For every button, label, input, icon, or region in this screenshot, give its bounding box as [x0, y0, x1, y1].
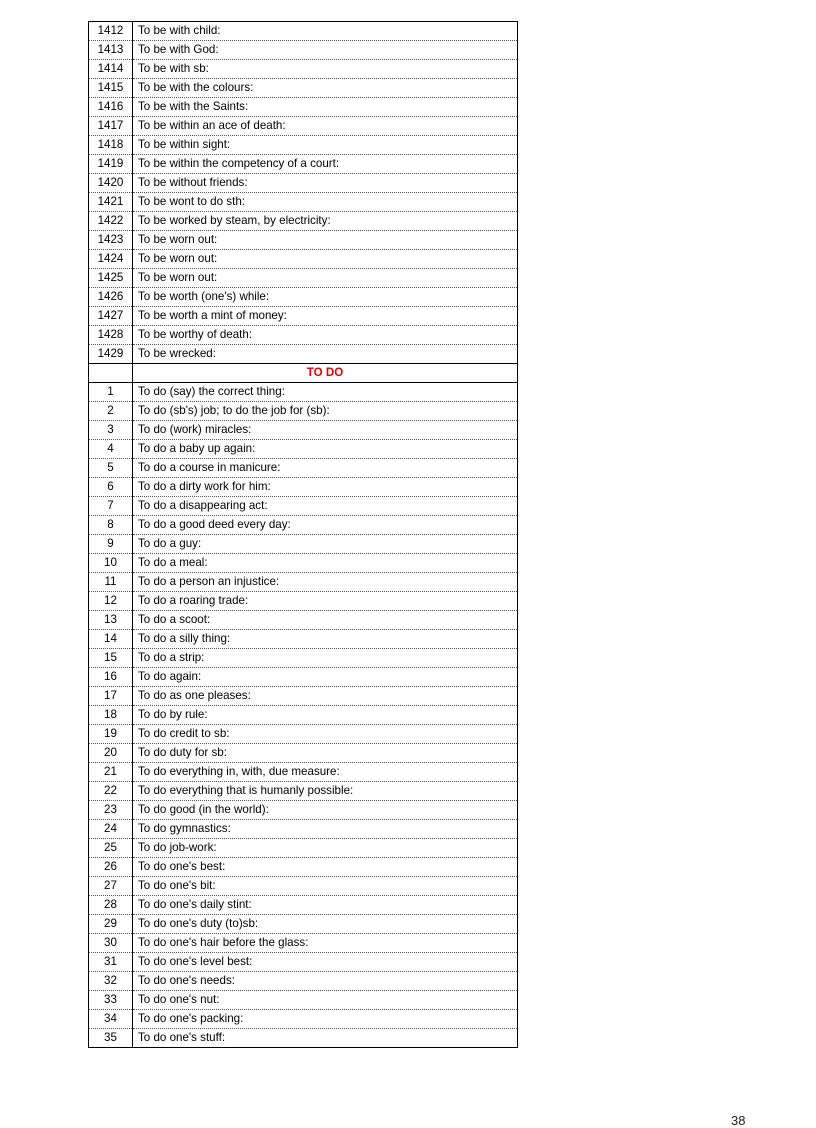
section-heading-row: [89, 364, 518, 383]
entry-number: 23: [89, 801, 133, 820]
entry-number: 31: [89, 953, 133, 972]
entry-phrase: To be worn out:: [133, 250, 518, 269]
table-row: [89, 212, 518, 231]
table-row: [89, 98, 518, 117]
entry-number: 13: [89, 611, 133, 630]
entry-phrase: To do everything that is humanly possible:: [133, 782, 518, 801]
entry-number: 4: [89, 440, 133, 459]
entry-phrase: To do one's packing:: [133, 1010, 518, 1029]
entry-phrase: To do one's nut:: [133, 991, 518, 1010]
entry-number: 1426: [89, 288, 133, 307]
entry-phrase: To be without friends:: [133, 174, 518, 193]
entry-phrase: To do good (in the world):: [133, 801, 518, 820]
entry-phrase: To be with sb:: [133, 60, 518, 79]
entry-phrase: To do one's stuff:: [133, 1029, 518, 1048]
table-row: [89, 516, 518, 535]
entry-number: 15: [89, 649, 133, 668]
entry-phrase: To be worn out:: [133, 269, 518, 288]
entry-phrase: To do gymnastics:: [133, 820, 518, 839]
table-row: [89, 706, 518, 725]
table-row: [89, 421, 518, 440]
table-row: [89, 839, 518, 858]
table-row: [89, 478, 518, 497]
entry-number: 17: [89, 687, 133, 706]
entry-phrase: To do one's hair before the glass:: [133, 934, 518, 953]
table-row: [89, 915, 518, 934]
table-row: [89, 972, 518, 991]
table-row: [89, 896, 518, 915]
entry-number: 1: [89, 383, 133, 402]
entry-phrase: To be worked by steam, by electricity:: [133, 212, 518, 231]
table-row: [89, 250, 518, 269]
entry-number: 21: [89, 763, 133, 782]
entry-number: 1416: [89, 98, 133, 117]
entry-phrase: To do (sb's) job; to do the job for (sb):: [133, 402, 518, 421]
section-heading-number-cell: [89, 364, 133, 383]
table-row: [89, 345, 518, 364]
entry-number: 11: [89, 573, 133, 592]
table-row: [89, 725, 518, 744]
entry-number: 1424: [89, 250, 133, 269]
entry-number: 1417: [89, 117, 133, 136]
entry-phrase: To be wont to do sth:: [133, 193, 518, 212]
table-row: [89, 649, 518, 668]
entry-phrase: To do as one pleases:: [133, 687, 518, 706]
phrase-table: [88, 21, 518, 1048]
table-row: [89, 497, 518, 516]
entry-phrase: To do a silly thing:: [133, 630, 518, 649]
table-row: [89, 60, 518, 79]
entry-number: 19: [89, 725, 133, 744]
table-row: [89, 288, 518, 307]
entry-number: 1415: [89, 79, 133, 98]
entry-number: 1418: [89, 136, 133, 155]
entry-number: 10: [89, 554, 133, 573]
entry-number: 1425: [89, 269, 133, 288]
entry-phrase: To do a good deed every day:: [133, 516, 518, 535]
entry-number: 27: [89, 877, 133, 896]
table-row: [89, 440, 518, 459]
entry-phrase: To do a person an injustice:: [133, 573, 518, 592]
table-row: [89, 554, 518, 573]
entry-number: 1412: [89, 22, 133, 41]
table-row: [89, 953, 518, 972]
entry-phrase: To do a guy:: [133, 535, 518, 554]
entry-phrase: To be worth (one's) while:: [133, 288, 518, 307]
table-row: [89, 782, 518, 801]
entry-phrase: To do a dirty work for him:: [133, 478, 518, 497]
table-row: [89, 592, 518, 611]
table-row: [89, 1010, 518, 1029]
entry-phrase: To do one's duty (to)sb:: [133, 915, 518, 934]
entry-phrase: To do a meal:: [133, 554, 518, 573]
entry-phrase: To do duty for sb:: [133, 744, 518, 763]
entry-number: 3: [89, 421, 133, 440]
entry-number: 1428: [89, 326, 133, 345]
entry-number: 25: [89, 839, 133, 858]
entry-number: 1419: [89, 155, 133, 174]
entry-number: 6: [89, 478, 133, 497]
table-row: [89, 402, 518, 421]
entry-phrase: To do one's daily stint:: [133, 896, 518, 915]
table-row: [89, 611, 518, 630]
entry-phrase: To do job-work:: [133, 839, 518, 858]
entry-number: 1421: [89, 193, 133, 212]
table-row: [89, 41, 518, 60]
entry-phrase: To do again:: [133, 668, 518, 687]
entry-phrase: To do a scoot:: [133, 611, 518, 630]
entry-number: 29: [89, 915, 133, 934]
table-row: [89, 535, 518, 554]
table-row: [89, 383, 518, 402]
entry-number: 1429: [89, 345, 133, 364]
table-row: [89, 155, 518, 174]
entry-phrase: To be with God:: [133, 41, 518, 60]
entry-phrase: To do one's bit:: [133, 877, 518, 896]
entry-phrase: To do one's best:: [133, 858, 518, 877]
entry-phrase: To do one's needs:: [133, 972, 518, 991]
entry-number: 12: [89, 592, 133, 611]
entry-number: 16: [89, 668, 133, 687]
entry-number: 26: [89, 858, 133, 877]
entry-phrase: To be with the colours:: [133, 79, 518, 98]
table-row: [89, 79, 518, 98]
table-row: [89, 193, 518, 212]
entry-phrase: To be with child:: [133, 22, 518, 41]
entry-number: 1414: [89, 60, 133, 79]
entry-number: 32: [89, 972, 133, 991]
table-row: [89, 22, 518, 41]
entry-number: 30: [89, 934, 133, 953]
table-row: [89, 174, 518, 193]
entry-number: 28: [89, 896, 133, 915]
entry-number: 1423: [89, 231, 133, 250]
entry-number: 34: [89, 1010, 133, 1029]
entry-phrase: To do (say) the correct thing:: [133, 383, 518, 402]
table-row: [89, 326, 518, 345]
table-row: [89, 668, 518, 687]
table-row: [89, 991, 518, 1010]
entry-phrase: To be worth a mint of money:: [133, 307, 518, 326]
entry-number: 7: [89, 497, 133, 516]
entry-number: 18: [89, 706, 133, 725]
entry-number: 8: [89, 516, 133, 535]
entry-number: 24: [89, 820, 133, 839]
entry-phrase: To be within sight:: [133, 136, 518, 155]
entry-phrase: To do by rule:: [133, 706, 518, 725]
entry-number: 2: [89, 402, 133, 421]
entry-number: 5: [89, 459, 133, 478]
table-row: [89, 763, 518, 782]
table-row: [89, 801, 518, 820]
entry-number: 1422: [89, 212, 133, 231]
entry-phrase: To do everything in, with, due measure:: [133, 763, 518, 782]
entry-phrase: To be wrecked:: [133, 345, 518, 364]
entry-phrase: To do a roaring trade:: [133, 592, 518, 611]
table-row: [89, 269, 518, 288]
table-row: [89, 858, 518, 877]
table-row: [89, 687, 518, 706]
table-row: [89, 459, 518, 478]
entry-phrase: To do one's level best:: [133, 953, 518, 972]
section-heading: TO DO: [133, 364, 518, 383]
entry-phrase: To be within the competency of a court:: [133, 155, 518, 174]
entry-number: 1413: [89, 41, 133, 60]
entry-number: 22: [89, 782, 133, 801]
entry-number: 35: [89, 1029, 133, 1048]
entry-phrase: To do a disappearing act:: [133, 497, 518, 516]
entry-number: 1427: [89, 307, 133, 326]
entry-phrase: To be within an ace of death:: [133, 117, 518, 136]
table-row: [89, 744, 518, 763]
entry-phrase: To be worn out:: [133, 231, 518, 250]
entry-phrase: To do credit to sb:: [133, 725, 518, 744]
entry-number: 14: [89, 630, 133, 649]
table-row: [89, 1029, 518, 1048]
table-row: [89, 630, 518, 649]
entry-phrase: To do a strip:: [133, 649, 518, 668]
entry-phrase: To do a baby up again:: [133, 440, 518, 459]
entry-number: 33: [89, 991, 133, 1010]
table-row: [89, 573, 518, 592]
entry-phrase: To do a course in manicure:: [133, 459, 518, 478]
entry-number: 1420: [89, 174, 133, 193]
entry-phrase: To be with the Saints:: [133, 98, 518, 117]
table-row: [89, 877, 518, 896]
table-row: [89, 136, 518, 155]
phrase-table-body: [89, 22, 518, 1048]
page-number: 38: [731, 1113, 746, 1128]
entry-phrase: To do (work) miracles:: [133, 421, 518, 440]
entry-number: 20: [89, 744, 133, 763]
table-row: [89, 307, 518, 326]
entry-phrase: To be worthy of death:: [133, 326, 518, 345]
table-row: [89, 934, 518, 953]
table-row: [89, 231, 518, 250]
table-row: [89, 117, 518, 136]
entry-number: 9: [89, 535, 133, 554]
table-row: [89, 820, 518, 839]
